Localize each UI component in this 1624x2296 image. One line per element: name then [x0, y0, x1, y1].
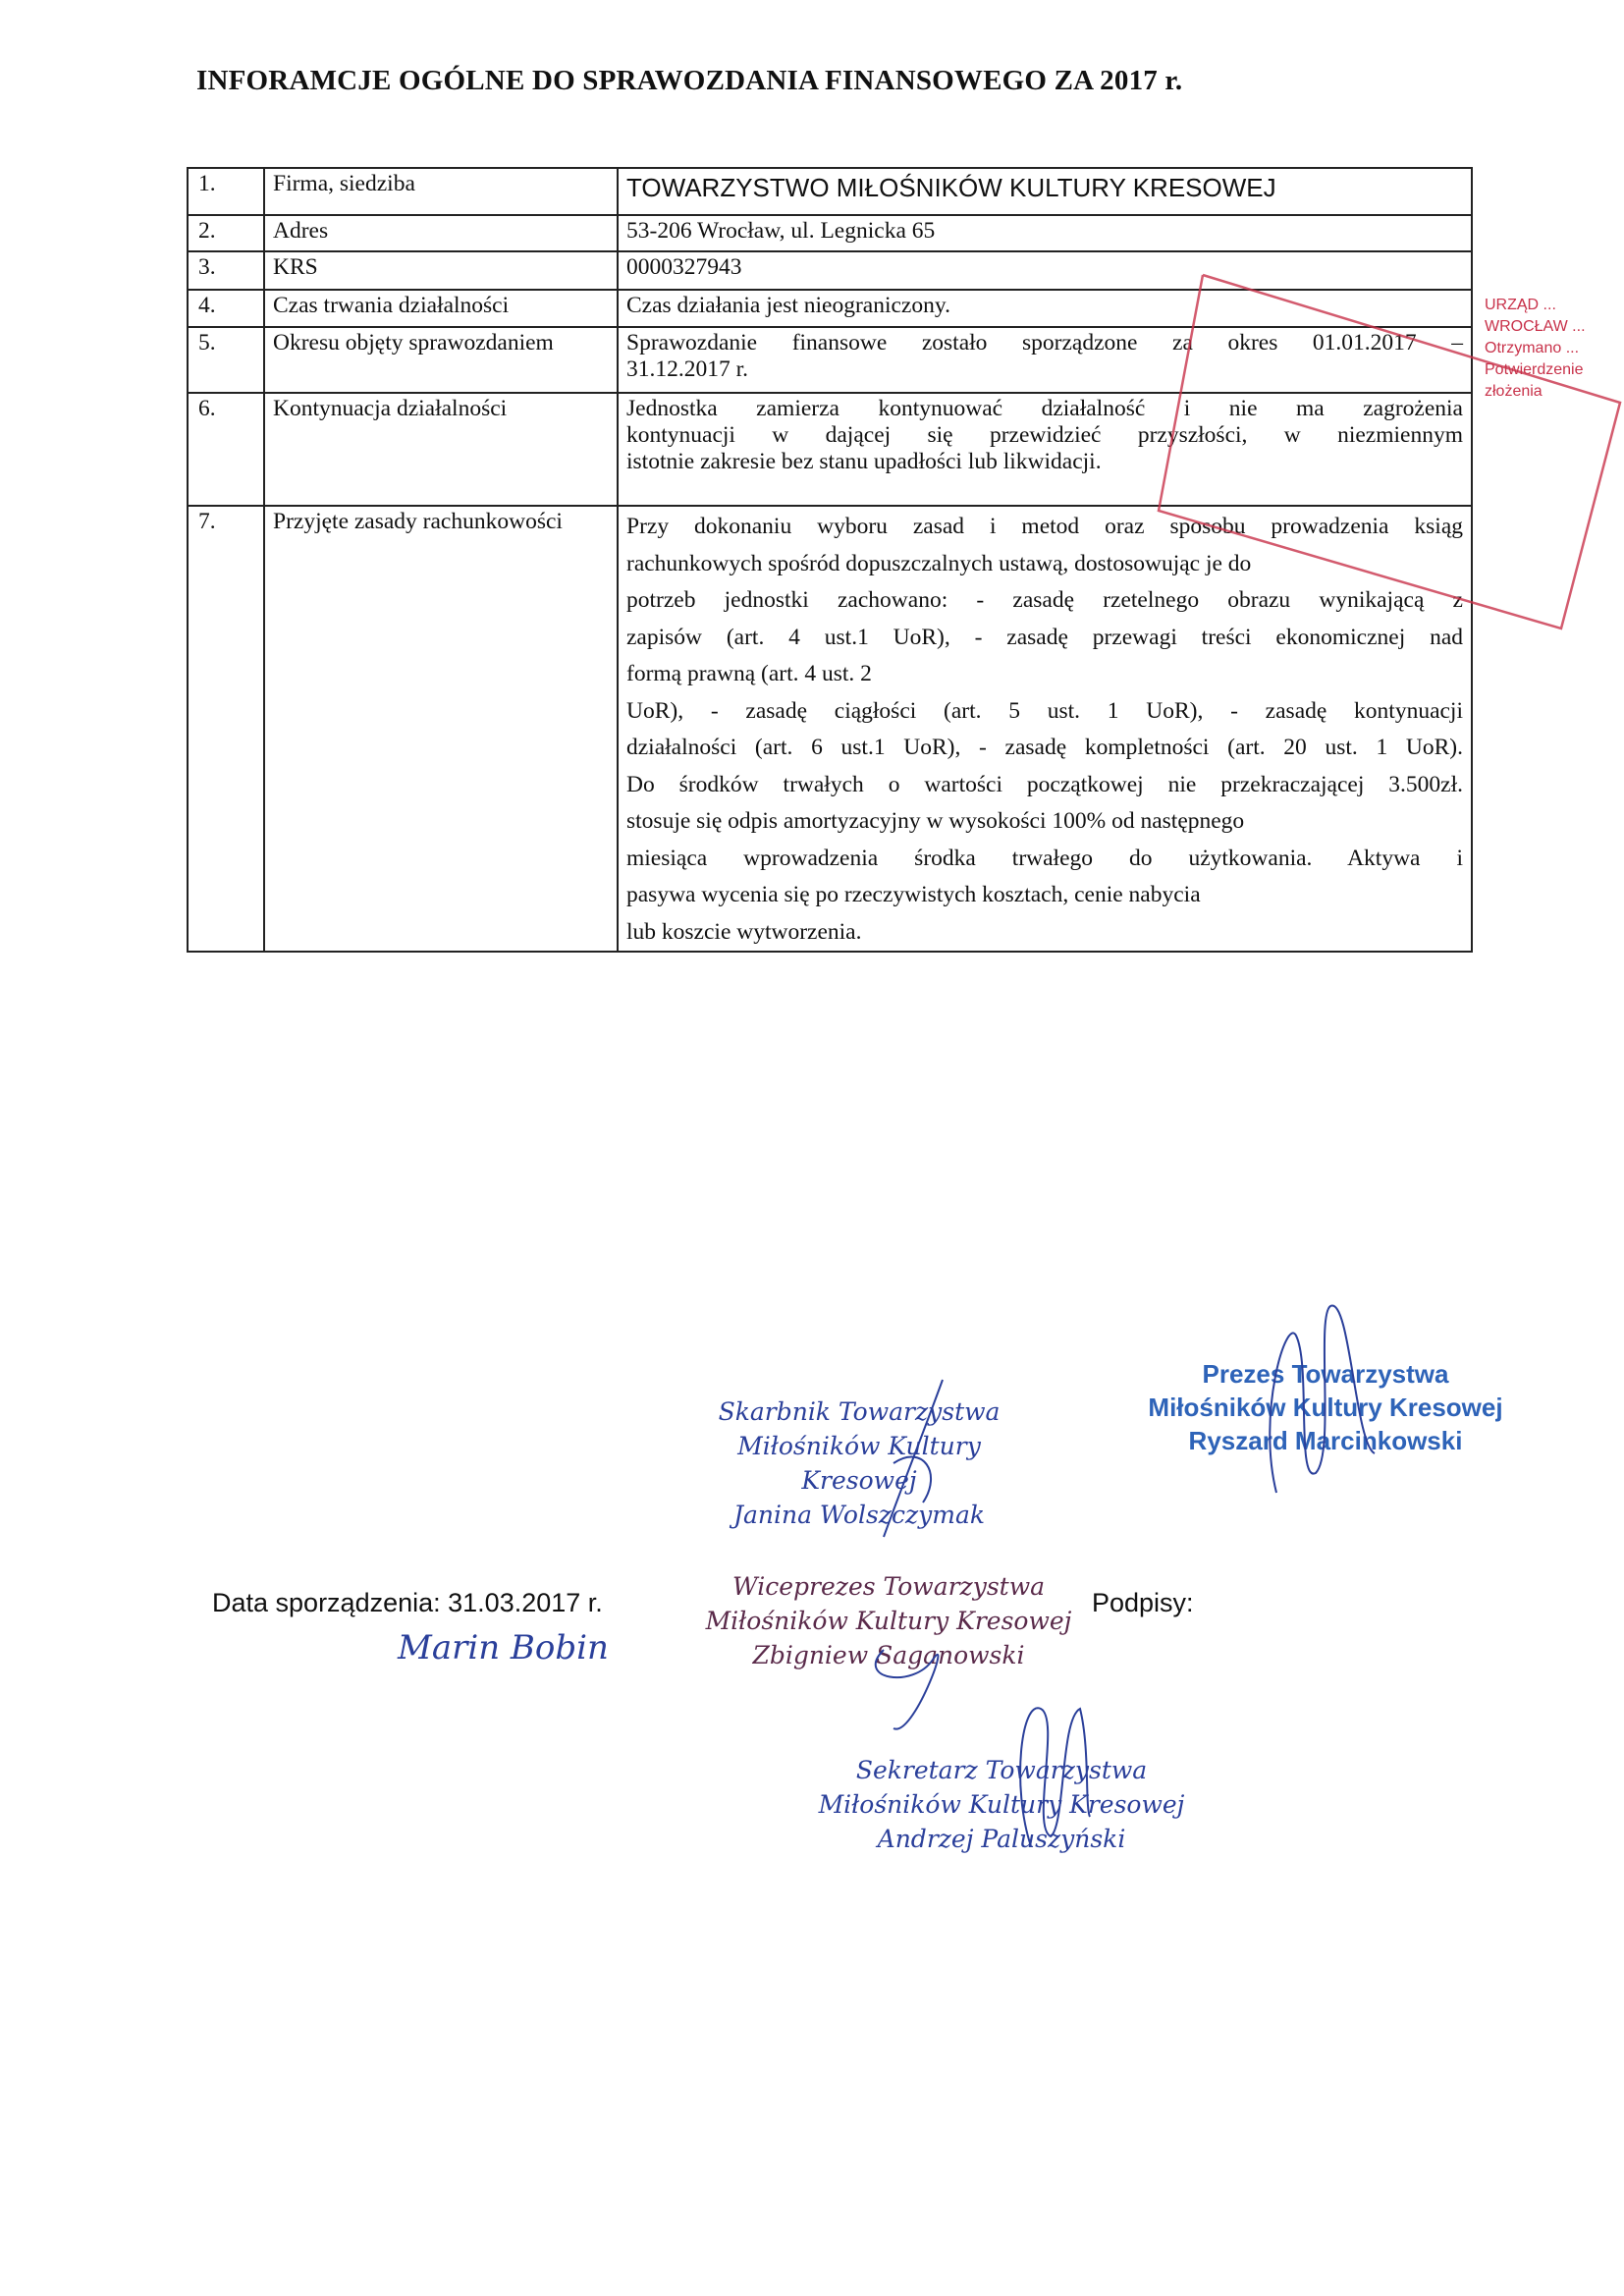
- row-number: 5.: [188, 327, 264, 393]
- sig-line: Miłośników Kultury Kresowej: [705, 1607, 1072, 1635]
- row-number: 6.: [188, 393, 264, 506]
- row-value: [618, 215, 1472, 251]
- document-title: INFORAMCJE OGÓLNE DO SPRAWOZDANIA FINANSOWEGO ZA 2017 r.: [196, 65, 1183, 96]
- row-label: Adres: [264, 215, 618, 251]
- value-line: UoR), - zasadę ciągłości (art. 5 ust. 1 UoR), - zasadę kontynuacji: [626, 697, 1463, 724]
- row-value: [618, 168, 1472, 215]
- sig-line: Skarbnik Towarzystwa: [718, 1397, 1001, 1426]
- row-number: 2.: [188, 215, 264, 251]
- sig-line: Sekretarz Towarzystwa: [855, 1756, 1148, 1784]
- value-line: działalności (art. 6 ust.1 UoR), - zasadę kompletności (art. 20 ust. 1 UoR).: [626, 735, 1463, 760]
- signature-skarbnik: [677, 1394, 1041, 1532]
- handwritten-signature-icon: [854, 1591, 982, 1738]
- value-line: istotnie zakresie bez stanu upadłości lub likwidacji.: [626, 449, 1102, 474]
- sig-line: Wiceprezes Towarzystwa: [731, 1572, 1046, 1601]
- value-line: potrzeb jednostki zachowano: - zasadę rzetelnego obrazu wynikającą z: [626, 587, 1463, 613]
- row-number: 3.: [188, 251, 264, 290]
- row-number: 7.: [188, 506, 264, 952]
- sig-line: Prezes Towarzystwa: [1202, 1359, 1449, 1389]
- sig-line: Zbigniew Saganowski: [752, 1641, 1025, 1669]
- row-label: Przyjęte zasady rachunkowości: [264, 506, 618, 952]
- value-line: formą prawną (art. 4 ust. 2: [626, 661, 872, 686]
- value-line: 31.12.2017 r.: [626, 356, 749, 382]
- handwritten-signature-icon: [864, 1375, 972, 1542]
- sig-line: Janina Wolszczymak: [732, 1501, 986, 1529]
- row-label: Czas trwania działalności: [264, 290, 618, 327]
- value-line: lub koszcie wytworzenia.: [626, 918, 862, 945]
- table-row: [188, 168, 1472, 215]
- podpisy-label: Podpisy:: [1092, 1588, 1194, 1617]
- value-line: Jednostka zamierza kontynuować działalność i nie ma zagrożenia: [626, 396, 1463, 421]
- sig-line: Ryszard Marcinkowski: [1188, 1426, 1463, 1455]
- row-label: KRS: [264, 251, 618, 290]
- sig-line: Miłośników Kultury Kresowej: [737, 1432, 981, 1495]
- value-line: rachunkowych spośród dopuszczalnych ustawą, dostosowując je do: [626, 550, 1252, 576]
- sig-line: Andrzej Paluszyński: [877, 1825, 1126, 1853]
- sig-line: Miłośników Kultury Kresowej: [818, 1790, 1185, 1819]
- value-line: Przy dokonaniu wyboru zasad i metod oraz sposobu prowadzenia ksiąg: [626, 514, 1463, 539]
- value-line: TOWARZYSTWO MIŁOŚNIKÓW KULTURY KRESOWEJ: [626, 173, 1276, 202]
- value-line: Sprawozdanie finansowe zostało sporządzone za okres 01.01.2017 –: [626, 330, 1463, 355]
- value-line: stosuje się odpis amortyzacyjny w wysokości 100% od następnego: [626, 808, 1245, 834]
- row-label: Okresu objęty sprawozdaniem: [264, 327, 618, 393]
- handwritten-signature-icon: [992, 1689, 1110, 1866]
- value-line: pasywa wycenia się po rzeczywistych kosztach, cenie nabycia: [626, 882, 1201, 907]
- handwritten-signature-icon: [1257, 1296, 1394, 1512]
- value-line: kontynuacji w dającej się przewidzieć przyszłości, w niezmiennym: [626, 422, 1463, 448]
- sig-line: Miłośników Kultury Kresowej: [1148, 1393, 1503, 1422]
- value-line: miesiąca wprowadzenia środka trwałego do użytkowania. Aktywa i: [626, 845, 1463, 871]
- handwritten-signature: Marin Bobin: [398, 1628, 609, 1667]
- value-line: 0000327943: [626, 254, 742, 280]
- value-line: Do środków trwałych o wartości początkowej nie przekraczającej 3.500zł.: [626, 771, 1463, 797]
- row-label: Kontynuacja działalności: [264, 393, 618, 506]
- date-label: Data sporządzenia: 31.03.2017 r.: [212, 1588, 603, 1617]
- value-line: 53-206 Wrocław, ul. Legnicka 65: [626, 218, 936, 244]
- row-number: 1.: [188, 168, 264, 215]
- row-number: 4.: [188, 290, 264, 327]
- table-row: [188, 215, 1472, 251]
- row-label: Firma, siedziba: [264, 168, 618, 215]
- red-stamp-text: URZĄD ... WROCŁAW ... Otrzymano ... Potwierdzenie złożenia: [1485, 297, 1586, 400]
- value-line: Czas działania jest nieograniczony.: [626, 293, 950, 318]
- value-line: zapisów (art. 4 ust.1 UoR), - zasadę przewagi treści ekonomicznej nad: [626, 624, 1463, 650]
